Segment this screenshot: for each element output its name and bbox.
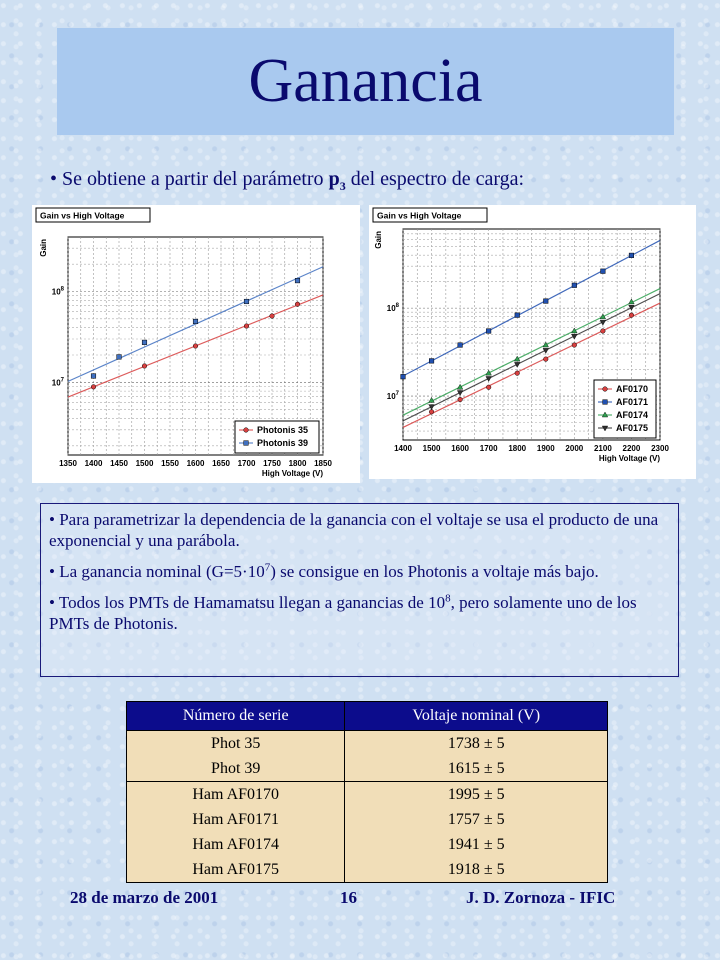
y-axis-label: Gain: [374, 231, 383, 249]
y-axis-label: Gain: [39, 239, 48, 257]
x-tick-label: 1850: [314, 459, 332, 468]
data-point-Photonis 39: [117, 355, 122, 360]
data-point-AF0171: [572, 283, 577, 288]
data-point-AF0170: [486, 385, 491, 390]
x-tick-label: 1450: [110, 459, 128, 468]
chart-title: Gain vs High Voltage: [40, 210, 125, 221]
x-tick-label: 2000: [565, 444, 584, 453]
x-tick-label: 1800: [288, 459, 307, 468]
table-row: Ham AF0170 1995 ± 5: [127, 782, 608, 808]
x-tick-label: 1750: [263, 459, 281, 468]
table-row: Phot 39 1615 ± 5: [127, 756, 608, 782]
table-row: Ham AF0171 1757 ± 5: [127, 807, 608, 832]
x-tick-label: 1700: [237, 459, 256, 468]
data-point-AF0170: [515, 371, 520, 376]
legend-marker: [244, 441, 249, 446]
legend-label: AF0174: [616, 410, 649, 420]
x-axis-label: High Voltage (V): [598, 454, 660, 463]
x-tick-label: 1550: [161, 459, 179, 468]
data-point-Photonis 35: [244, 324, 249, 329]
y-tick-label: $10^8$: [51, 286, 64, 297]
legend-label: AF0170: [616, 384, 649, 394]
data-point-AF0171: [429, 359, 434, 364]
legend-label: Photonis 39: [257, 438, 309, 448]
y-tick-label: $10^7$: [51, 377, 64, 388]
x-tick-label: 2100: [593, 444, 612, 453]
data-point-Photonis 39: [91, 374, 96, 379]
title-box: [57, 28, 674, 135]
legend-marker: [603, 400, 608, 405]
nominal-voltage-table: [126, 701, 608, 883]
gain-chart-hamamatsu: [369, 205, 696, 479]
header-serie: Número de serie: [127, 702, 345, 731]
table-row: Ham AF0175 1918 ± 5: [127, 857, 608, 883]
x-tick-label: 1700: [479, 444, 498, 453]
gain-chart-hamamatsu-svg: [369, 205, 696, 479]
info-box: [40, 503, 679, 677]
x-tick-label: 1400: [84, 459, 103, 468]
param-name: $p_3$: [328, 168, 346, 193]
data-point-AF0170: [543, 357, 548, 362]
y-tick-label: $10^7$: [386, 391, 399, 402]
x-tick-label: 1800: [508, 444, 527, 453]
data-point-AF0171: [515, 313, 520, 318]
y-tick-label: $10^8$: [386, 303, 399, 314]
table-row: Ham AF0174 1941 ± 5: [127, 832, 608, 857]
x-tick-label: 1600: [451, 444, 470, 453]
slide-title: Ganancia: [248, 47, 483, 115]
data-point-Photonis 39: [295, 278, 300, 283]
data-point-AF0171: [601, 269, 606, 274]
data-point-AF0170: [572, 343, 577, 348]
data-point-AF0170: [458, 397, 463, 402]
x-tick-label: 1650: [212, 459, 230, 468]
intro-tail: del espectro de carga:: [345, 168, 525, 190]
x-tick-label: 1350: [59, 459, 77, 468]
legend-marker: [603, 387, 608, 392]
data-point-Photonis 39: [142, 340, 147, 345]
table-row: Phot 35 1738 ± 5: [127, 731, 608, 757]
data-point-Photonis 35: [270, 314, 275, 319]
x-tick-label: 1600: [186, 459, 205, 468]
x-tick-label: 1900: [536, 444, 555, 453]
x-tick-label: 2300: [651, 444, 669, 453]
intro-text: • Se obtiene a partir del parámetro: [50, 168, 329, 190]
legend-marker: [244, 428, 249, 433]
data-point-AF0171: [629, 253, 634, 258]
legend-label: Photonis 35: [257, 425, 309, 435]
footer-date: 28 de marzo de 2001: [70, 888, 219, 907]
x-tick-label: 1400: [394, 444, 412, 453]
data-point-Photonis 35: [295, 302, 300, 307]
data-point-AF0170: [601, 329, 606, 334]
gain-chart-photonis: [32, 205, 360, 483]
data-point-Photonis 35: [193, 344, 198, 349]
data-point-AF0171: [543, 299, 548, 304]
x-tick-label: 1500: [422, 444, 441, 453]
info-bullet-2: • La ganancia nominal $(G=5\cdot 10^7)$ se consigue en los Photonis a voltaje más bajo.: [49, 561, 599, 581]
param-subscript: 3: [339, 179, 346, 193]
data-point-AF0170: [629, 313, 634, 318]
legend-label: AF0175: [616, 423, 649, 433]
footer-page-number: 16: [340, 888, 357, 907]
data-point-AF0171: [401, 374, 406, 379]
data-point-Photonis 39: [193, 319, 198, 324]
data-point-AF0171: [486, 329, 491, 334]
info-bullet-1: • Para parametrizar la dependencia de la ganancia con el voltaje se usa el producto de una exponencial y una parábola.: [49, 510, 659, 550]
x-axis-label: High Voltage (V): [261, 469, 323, 478]
intro-bullet: [50, 168, 524, 194]
data-point-AF0170: [429, 410, 434, 415]
data-point-Photonis 39: [244, 299, 249, 304]
header-voltaje: Voltaje nominal (V): [345, 702, 608, 731]
data-point-Photonis 35: [91, 385, 96, 390]
chart-title: Gain vs High Voltage: [377, 210, 462, 221]
info-bullet-3: • Todos los PMTs de Hamamatsu llegan a ganancias de $10^8$, pero solamente uno de los PMTs de Photonis.: [49, 592, 637, 633]
x-tick-label: 1500: [135, 459, 154, 468]
legend-label: AF0171: [616, 397, 649, 407]
data-point-Photonis 35: [142, 364, 147, 369]
data-point-AF0171: [458, 343, 463, 348]
gain-chart-photonis-svg: [32, 205, 360, 483]
x-tick-label: 2200: [622, 444, 641, 453]
footer-author: J. D. Zornoza - IFIC: [466, 888, 616, 907]
